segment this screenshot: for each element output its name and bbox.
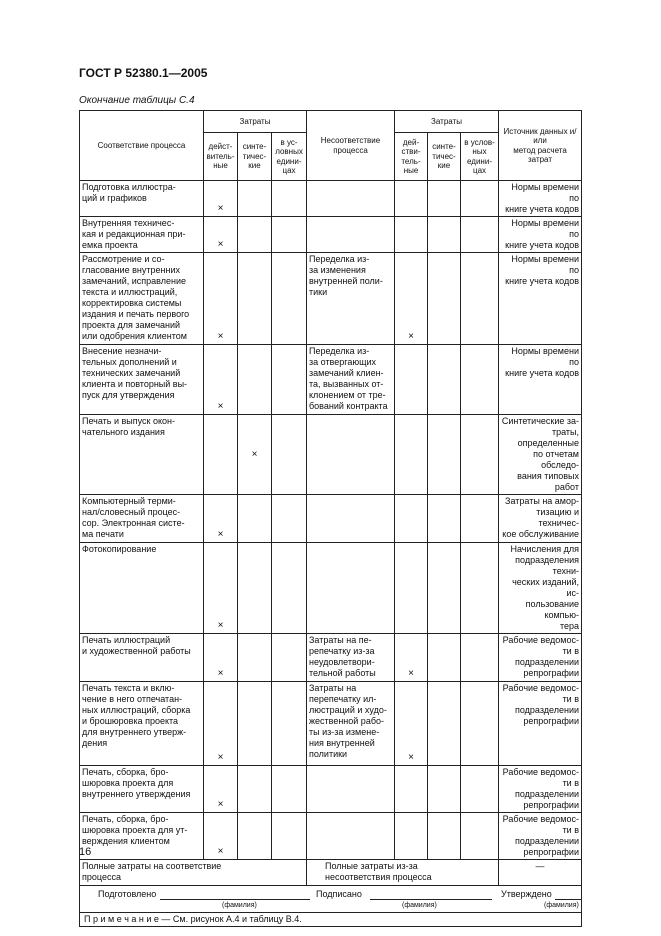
actual-cost-mark-2: ×: [395, 682, 428, 766]
source-cell: Нормы времени по книге учета кодов: [499, 217, 582, 253]
conditional-cost-cell: [272, 813, 307, 860]
approved-label: Утверждено: [501, 889, 552, 899]
actual-cost-mark: ×: [204, 345, 238, 415]
table-row: [80, 415, 582, 495]
conditional-cost-cell: [272, 181, 307, 217]
nonconformity-cell: [307, 495, 395, 543]
synthetic-cost-mark: [238, 543, 272, 634]
actual-cost-mark: ×: [204, 766, 238, 813]
actual-cost-mark-2: [395, 217, 428, 253]
conditional-cost-cell-2: [461, 253, 499, 345]
conditional-cost-cell: [272, 217, 307, 253]
table-row: [80, 543, 582, 634]
nonconformity-cell: [307, 543, 395, 634]
actual-cost-mark-2: ×: [395, 634, 428, 682]
col-header-actual-2: дей- стви- тель- ные: [395, 133, 428, 181]
conditional-cost-cell: [272, 495, 307, 543]
col-header-synthetic: синте- тичес- кие: [238, 133, 272, 181]
synthetic-cost-cell-2: [428, 415, 461, 495]
actual-cost-mark: ×: [204, 813, 238, 860]
actual-cost-mark: ×: [204, 217, 238, 253]
synthetic-cost-cell-2: [428, 181, 461, 217]
col-header-process: Соответствие процесса: [80, 111, 204, 181]
synthetic-cost-mark: ×: [238, 415, 272, 495]
conditional-cost-cell-2: [461, 495, 499, 543]
synthetic-cost-cell-2: [428, 495, 461, 543]
process-cell: Печать текста и вклю- чение в него отпечатан- ных иллюстраций, сборка и брошюровка проекта для внутреннего утверж- дения: [80, 682, 204, 766]
process-cell: Подготовка иллюстра- ций и графиков: [80, 181, 204, 217]
actual-cost-mark: ×: [204, 634, 238, 682]
process-cell: Печать, сборка, бро- шюровка проекта для внутреннего утверждения: [80, 766, 204, 813]
table-row: [80, 766, 582, 813]
note-text: — См. рисунок А.4 и таблицу В.4.: [158, 914, 302, 924]
conditional-cost-cell-2: [461, 766, 499, 813]
conditional-cost-cell: [272, 766, 307, 813]
source-cell: Рабочие ведомос- ти в подразделении репрографии: [499, 813, 582, 860]
source-cell: Нормы времени по книге учета кодов: [499, 253, 582, 345]
table-row: [80, 682, 582, 766]
synthetic-cost-mark: [238, 181, 272, 217]
col-header-costs: Затраты: [204, 111, 307, 133]
col-header-conditional: в ус- ловных едини- цах: [272, 133, 307, 181]
table-row: [80, 813, 582, 860]
surname-label-2: (фамилия): [402, 902, 437, 909]
actual-cost-mark-2: [395, 181, 428, 217]
actual-cost-mark-2: [395, 415, 428, 495]
col-header-source: Источник данных и/или метод расчета затрат: [499, 111, 582, 181]
synthetic-cost-mark: [238, 634, 272, 682]
conditional-cost-cell: [272, 682, 307, 766]
synthetic-cost-cell-2: [428, 217, 461, 253]
source-cell: Рабочие ведомос- ти в подразделении репрографии: [499, 766, 582, 813]
nonconformity-cell: [307, 813, 395, 860]
process-cell: Компьютерный терми- нал/словесный процес- сор. Электронная систе- ма печати: [80, 495, 204, 543]
actual-cost-mark: ×: [204, 543, 238, 634]
conditional-cost-cell: [272, 543, 307, 634]
source-cell: Рабочие ведомос- ти в подразделении репрографии: [499, 634, 582, 682]
actual-cost-mark-2: ×: [395, 253, 428, 345]
total-compliance: Полные затраты на соответствие процесса: [80, 860, 307, 886]
table-row: [80, 181, 582, 217]
signed-line: [370, 889, 492, 900]
synthetic-cost-mark: [238, 682, 272, 766]
total-nonconformity: Полные затраты из-за несоответствия процесса: [307, 860, 499, 886]
conditional-cost-cell: [272, 345, 307, 415]
synthetic-cost-cell-2: [428, 345, 461, 415]
surname-label-3: (фамилия): [544, 902, 579, 909]
process-cell: Рассмотрение и со- гласование внутренних замечаний, исправление текста и иллюстраций, корректировка системы издания и печать первого проекта для замечаний или одобрения клиентом: [80, 253, 204, 345]
source-cell: Синтетические за- траты, определенные по отчетам обследо- вания типовых работ: [499, 415, 582, 495]
synthetic-cost-mark: [238, 813, 272, 860]
surname-label-1: (фамилия): [222, 902, 257, 909]
conditional-cost-cell-2: [461, 634, 499, 682]
source-cell: Затраты на амор- тизацию и техничес- кое обслуживание: [499, 495, 582, 543]
nonconformity-cell: Переделка из- за отвергающих замечаний клиен- та, вызванных от- клонением от тре- бований контракта: [307, 345, 395, 415]
source-cell: Нормы времени по книге учета кодов: [499, 181, 582, 217]
conditional-cost-cell-2: [461, 813, 499, 860]
signed-label: Подписано: [316, 889, 362, 899]
synthetic-cost-cell-2: [428, 813, 461, 860]
actual-cost-mark-2: [395, 543, 428, 634]
nonconformity-cell: Затраты на пе- репечатку из-за неудовлетвори- тельной работы: [307, 634, 395, 682]
nonconformity-cell: Затраты на перепечатку ил- люстраций и худо- жественной рабо- ты из-за измене- ния внутренней политики: [307, 682, 395, 766]
source-cell: Начисления для подразделения техни- ческих изданий, ис- пользование компью- тера: [499, 543, 582, 634]
synthetic-cost-mark: [238, 345, 272, 415]
synthetic-cost-cell-2: [428, 682, 461, 766]
conditional-cost-cell-2: [461, 345, 499, 415]
total-source: —: [499, 860, 582, 886]
table-row: [80, 495, 582, 543]
conditional-cost-cell: [272, 634, 307, 682]
col-header-nonconformity: Несоответствие процесса: [307, 111, 395, 181]
nonconformity-cell: Переделка из- за изменения внутренней поли- тики: [307, 253, 395, 345]
actual-cost-mark: ×: [204, 181, 238, 217]
table-caption: Окончание таблицы С.4: [79, 95, 195, 106]
conditional-cost-cell-2: [461, 415, 499, 495]
synthetic-cost-cell-2: [428, 766, 461, 813]
synthetic-cost-cell-2: [428, 253, 461, 345]
process-cell: Внутренняя техничес- кая и редакционная при- емка проекта: [80, 217, 204, 253]
synthetic-cost-cell-2: [428, 543, 461, 634]
actual-cost-mark-2: [395, 813, 428, 860]
actual-cost-mark: ×: [204, 495, 238, 543]
signature-row: [80, 886, 582, 913]
col-header-costs-2: Затраты: [395, 111, 499, 133]
actual-cost-mark-2: [395, 766, 428, 813]
synthetic-cost-mark: [238, 766, 272, 813]
document-id: ГОСТ Р 52380.1—2005: [79, 66, 208, 80]
process-cell: Печать, сборка, бро- шюровка проекта для ут- верждения клиентом: [80, 813, 204, 860]
actual-cost-mark: ×: [204, 682, 238, 766]
page-number: 16: [79, 846, 92, 858]
nonconformity-cell: [307, 415, 395, 495]
conditional-cost-cell: [272, 253, 307, 345]
cost-table: [79, 110, 582, 927]
table-row: [80, 217, 582, 253]
table-row: [80, 253, 582, 345]
actual-cost-mark: [204, 415, 238, 495]
process-cell: Печать и выпуск окон- чательного издания: [80, 415, 204, 495]
actual-cost-mark-2: [395, 495, 428, 543]
synthetic-cost-mark: [238, 495, 272, 543]
col-header-conditional-2: в услов- ных едини- цах: [461, 133, 499, 181]
process-cell: Внесение незначи- тельных дополнений и технических замечаний клиента и повторный вы- пуск для утверждения: [80, 345, 204, 415]
prepared-line: [160, 889, 310, 900]
conditional-cost-cell: [272, 415, 307, 495]
table-row: [80, 634, 582, 682]
actual-cost-mark: ×: [204, 253, 238, 345]
conditional-cost-cell-2: [461, 181, 499, 217]
approved-line: [555, 889, 582, 900]
nonconformity-cell: [307, 181, 395, 217]
actual-cost-mark-2: [395, 345, 428, 415]
process-cell: Фотокопирование: [80, 543, 204, 634]
conditional-cost-cell-2: [461, 217, 499, 253]
conditional-cost-cell-2: [461, 543, 499, 634]
table-row: [80, 345, 582, 415]
table-note: [80, 913, 582, 927]
source-cell: Рабочие ведомос- ти в подразделении репрографии: [499, 682, 582, 766]
synthetic-cost-mark: [238, 253, 272, 345]
source-cell: Нормы времени по книге учета кодов: [499, 345, 582, 415]
synthetic-cost-mark: [238, 217, 272, 253]
col-header-synthetic-2: синте- тичес- кие: [428, 133, 461, 181]
prepared-label: Подготовлено: [98, 889, 157, 899]
process-cell: Печать иллюстраций и художественной работы: [80, 634, 204, 682]
nonconformity-cell: [307, 217, 395, 253]
synthetic-cost-cell-2: [428, 634, 461, 682]
nonconformity-cell: [307, 766, 395, 813]
conditional-cost-cell-2: [461, 682, 499, 766]
col-header-actual: дейст- витель- ные: [204, 133, 238, 181]
note-label: П р и м е ч а н и е: [84, 914, 159, 924]
